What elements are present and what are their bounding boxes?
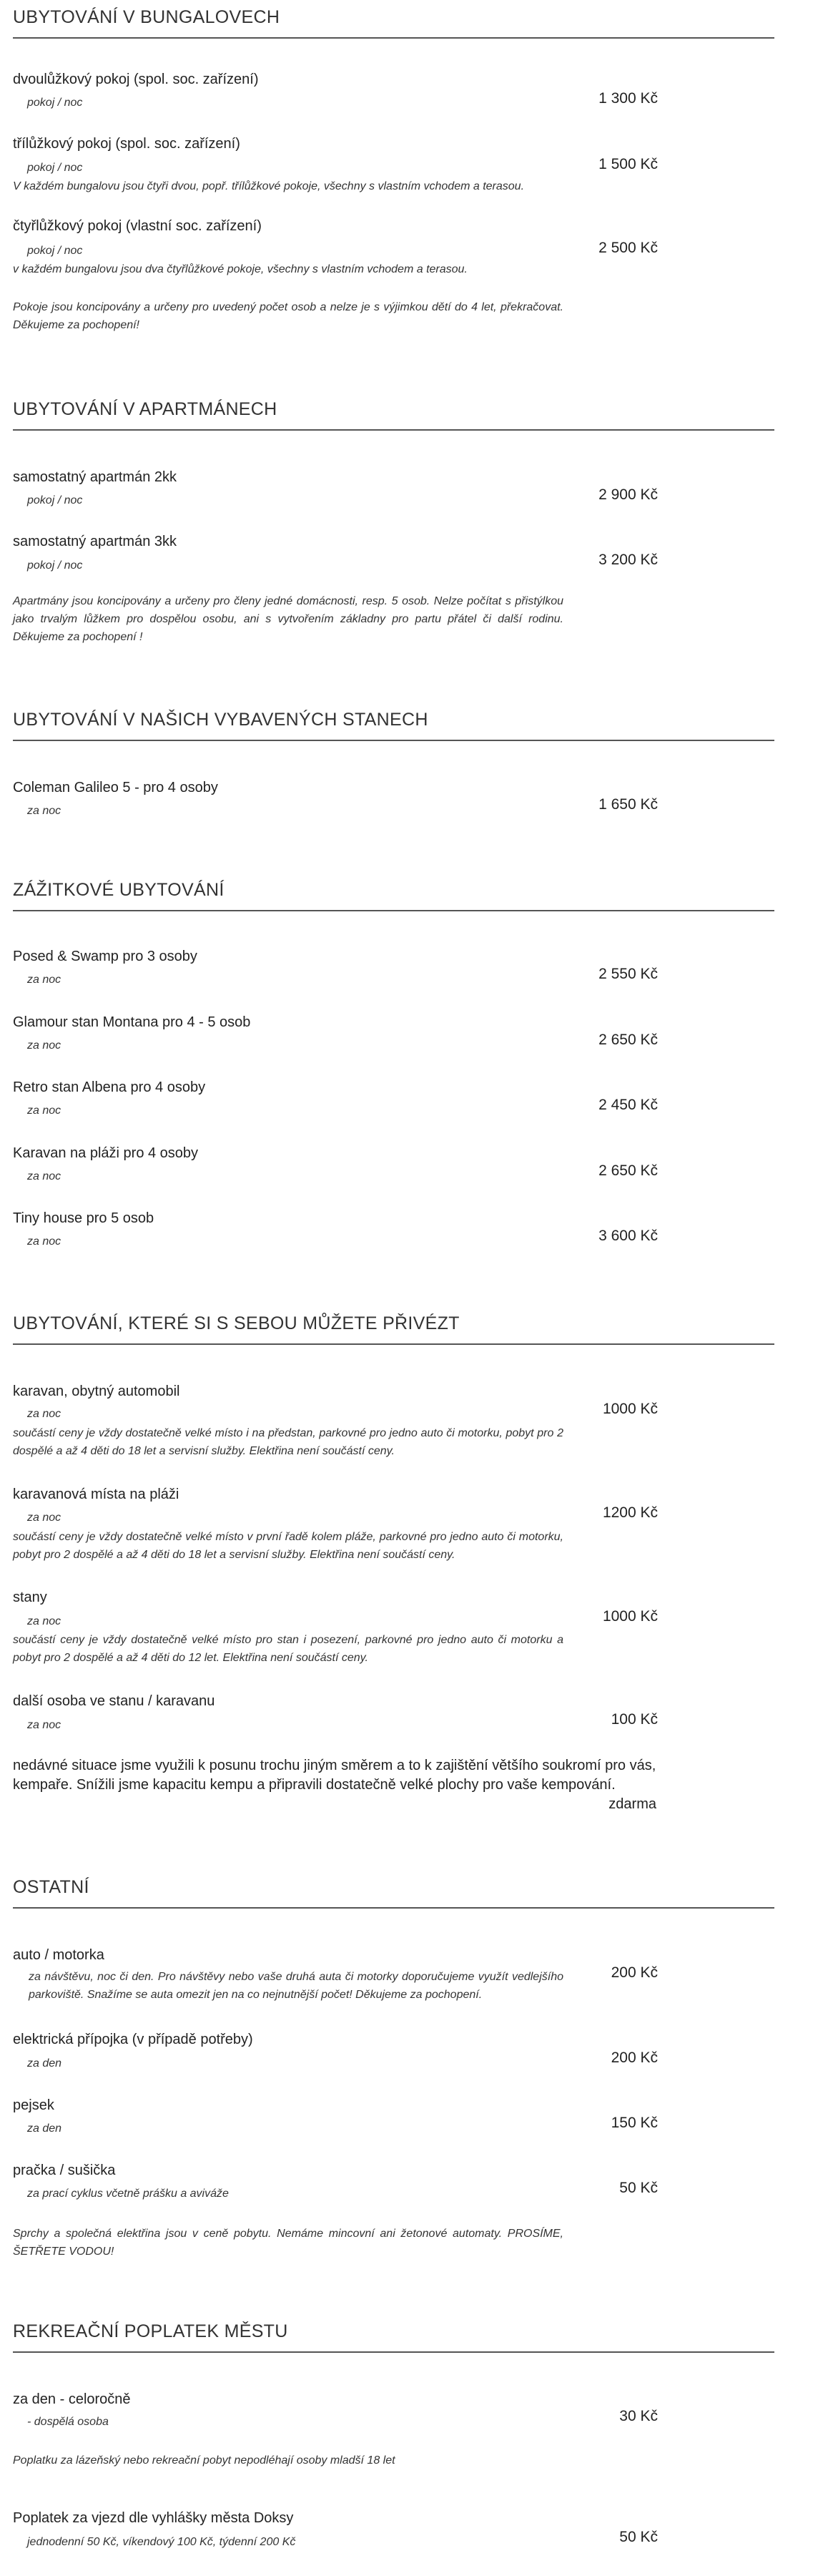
- section-rule: [13, 37, 774, 39]
- item-name: Retro stan Albena pro 4 osoby: [13, 1079, 206, 1095]
- item-unit: za noc: [27, 1719, 61, 1731]
- item-unit: pokoj / noc: [27, 245, 83, 257]
- item-price: 1 300 Kč: [598, 90, 658, 107]
- item-price: 30 Kč: [619, 2408, 658, 2424]
- item-name: Tiny house pro 5 osob: [13, 1210, 154, 1226]
- section-title-ostatni: OSTATNÍ: [13, 1877, 89, 1897]
- item-name: karavan, obytný automobil: [13, 1384, 180, 1399]
- item-price: 2 650 Kč: [598, 1032, 658, 1048]
- item-name: Karavan na pláži pro 4 osoby: [13, 1145, 199, 1161]
- section-title-poplatek: REKREAČNÍ POPLATEK MĚSTU: [13, 2321, 288, 2341]
- item-name: dvoulůžkový pokoj (spol. soc. zařízení): [13, 72, 259, 87]
- item-name: Posed & Swamp pro 3 osoby: [13, 949, 197, 964]
- section-rule: [13, 1343, 774, 1345]
- section-rule: [13, 2351, 774, 2353]
- item-unit: za noc: [27, 974, 61, 986]
- item-unit: za noc: [27, 1170, 61, 1182]
- item-price: 1200 Kč: [602, 1504, 658, 1521]
- item-price: 150 Kč: [611, 2115, 658, 2131]
- item-description: V každém bungalovu jsou čtyři dvou, popř. třílůžkové pokoje, všechny s vlastním vchodem a terasou.: [13, 180, 525, 192]
- item-name: Coleman Galileo 5 - pro 4 osoby: [13, 780, 218, 795]
- item-price: 2 550 Kč: [598, 966, 658, 982]
- item-price: 1000 Kč: [602, 1401, 658, 1417]
- item-name: samostatný apartmán 2kk: [13, 469, 177, 485]
- section-note: Sprchy a společná elektřina jsou v ceně pobytu. Nemáme mincovní ani žetonové automaty. PROSÍME, ŠETŘETE VODOU!: [13, 2228, 563, 2258]
- item-price: 100 Kč: [611, 1711, 658, 1728]
- item-price: 50 Kč: [619, 2180, 658, 2196]
- free-camping-text: nedávné situace jsme využili k posunu trochu jiným směrem a to k zajištění většího soukromí pro vás, kempaře. Snížili jsme kapacitu kempu a připravili dostatečně velké plochy pro vaše kempování.: [13, 1758, 656, 1793]
- section-note: Pokoje jsou koncipovány a určeny pro uvedený počet osob a nelze je s výjimkou dětí do 4 let, překračovat. Děkujeme za pochopení!: [13, 301, 563, 331]
- item-description: v každém bungalovu jsou dva čtyřlůžkové pokoje, všechny s vlastním vchodem a terasou.: [13, 263, 468, 275]
- item-name: další osoba ve stanu / karavanu: [13, 1693, 215, 1709]
- item-name: za den - celoročně: [13, 2391, 131, 2407]
- item-price: 2 450 Kč: [598, 1097, 658, 1113]
- item-name: karavanová místa na pláži: [13, 1487, 179, 1502]
- section-title-zazitkove: ZÁŽITKOVÉ UBYTOVÁNÍ: [13, 880, 225, 900]
- item-unit: za noc: [27, 1408, 61, 1420]
- section-note: Poplatku za lázeňský nebo rekreační pobyt nepodléhají osoby mladší 18 let: [13, 2454, 395, 2467]
- section-rule: [13, 740, 774, 741]
- section-note: Apartmány jsou koncipovány a určeny pro členy jedné domácnosti, resp. 5 osob. Nelze počítat s přistýlkou jako trvalým lůžkem pro dospělou osobu, ani s vytvořením základny pro partu přátel či další rodinu. Děkujeme za pochopení !: [13, 595, 563, 643]
- free-camping-note: [13, 1756, 656, 1814]
- item-price: 1 650 Kč: [598, 796, 658, 813]
- item-unit: za noc: [27, 1615, 61, 1627]
- item-name: Glamour stan Montana pro 4 - 5 osob: [13, 1014, 251, 1030]
- item-unit: pokoj / noc: [27, 559, 83, 572]
- section-rule: [13, 910, 774, 911]
- item-name: čtyřlůžkový pokoj (vlastní soc. zařízení): [13, 218, 262, 234]
- item-unit: za den: [27, 2057, 62, 2070]
- item-price: 3 600 Kč: [598, 1228, 658, 1244]
- free-camping-price: zdarma: [608, 1796, 656, 1812]
- item-name: elektrická přípojka (v případě potřeby): [13, 2032, 253, 2047]
- item-price: 2 650 Kč: [598, 1162, 658, 1179]
- item-unit: za noc: [27, 1235, 61, 1248]
- item-unit: pokoj / noc: [27, 97, 83, 109]
- item-name: samostatný apartmán 3kk: [13, 534, 177, 549]
- item-price: 200 Kč: [611, 1964, 658, 1981]
- section-title-stany: UBYTOVÁNÍ V NAŠICH VYBAVENÝCH STANECH: [13, 710, 428, 730]
- section-title-apartmany: UBYTOVÁNÍ V APARTMÁNECH: [13, 399, 277, 419]
- item-description: za návštěvu, noc či den. Pro návštěvy nebo vaše druhá auta či motorky doporučujeme využít vedlejšího parkoviště. Snažíme se auta omezit jen na co nejnutnější počet! Děkujeme za pochopení.: [29, 1971, 563, 2001]
- item-unit: pokoj / noc: [27, 494, 83, 506]
- item-description: součástí ceny je vždy dostatečně velké místo v první řadě kolem pláže, parkovné pro jedno auto či motorku, pobyt pro 2 dospělé a až 4 děti do 18 let a servisní služby. Elektřina není součástí ceny.: [13, 1531, 563, 1561]
- item-unit: jednodenní 50 Kč, víkendový 100 Kč, týdenní 200 Kč: [27, 2536, 296, 2548]
- item-price: 1 500 Kč: [598, 156, 658, 172]
- item-unit: za noc: [27, 805, 61, 817]
- item-name: stany: [13, 1590, 47, 1605]
- item-unit: za noc: [27, 1039, 61, 1052]
- item-name: pračka / sušička: [13, 2163, 116, 2178]
- item-name: pejsek: [13, 2097, 54, 2113]
- section-title-bungalovy: UBYTOVÁNÍ V BUNGALOVECH: [13, 7, 280, 27]
- item-price: 2 900 Kč: [598, 486, 658, 503]
- item-price: 50 Kč: [619, 2529, 658, 2545]
- section-title-vlastni: UBYTOVÁNÍ, KTERÉ SI S SEBOU MŮŽETE PŘIVÉZT: [13, 1313, 460, 1333]
- item-name: Poplatek za vjezd dle vyhlášky města Doksy: [13, 2510, 294, 2526]
- item-name: auto / motorka: [13, 1947, 104, 1963]
- item-description: součástí ceny je vždy dostatečně velké místo pro stan i posezení, parkovné pro jedno auto či motorku a pobyt pro 2 dospělé a až 4 děti do 12 let. Elektřina není součástí ceny.: [13, 1634, 563, 1664]
- item-price: 1000 Kč: [602, 1608, 658, 1625]
- section-rule: [13, 1907, 774, 1909]
- item-unit: za prací cyklus včetně prášku a aviváže: [27, 2188, 229, 2200]
- section-rule: [13, 429, 774, 431]
- item-unit: za noc: [27, 1105, 61, 1117]
- item-unit: za den: [27, 2122, 62, 2135]
- item-name: třílůžkový pokoj (spol. soc. zařízení): [13, 136, 240, 152]
- item-description: součástí ceny je vždy dostatečně velké místo i na předstan, parkovné pro jedno auto či motorku, pobyt pro 2 dospělé a až 4 děti do 18 let a servisní služby. Elektřina není součástí ceny.: [13, 1427, 563, 1457]
- item-price: 2 500 Kč: [598, 240, 658, 256]
- item-unit: - dospělá osoba: [27, 2416, 109, 2428]
- item-price: 200 Kč: [611, 2049, 658, 2066]
- item-price: 3 200 Kč: [598, 552, 658, 568]
- item-unit: pokoj / noc: [27, 162, 83, 174]
- item-unit: za noc: [27, 1512, 61, 1524]
